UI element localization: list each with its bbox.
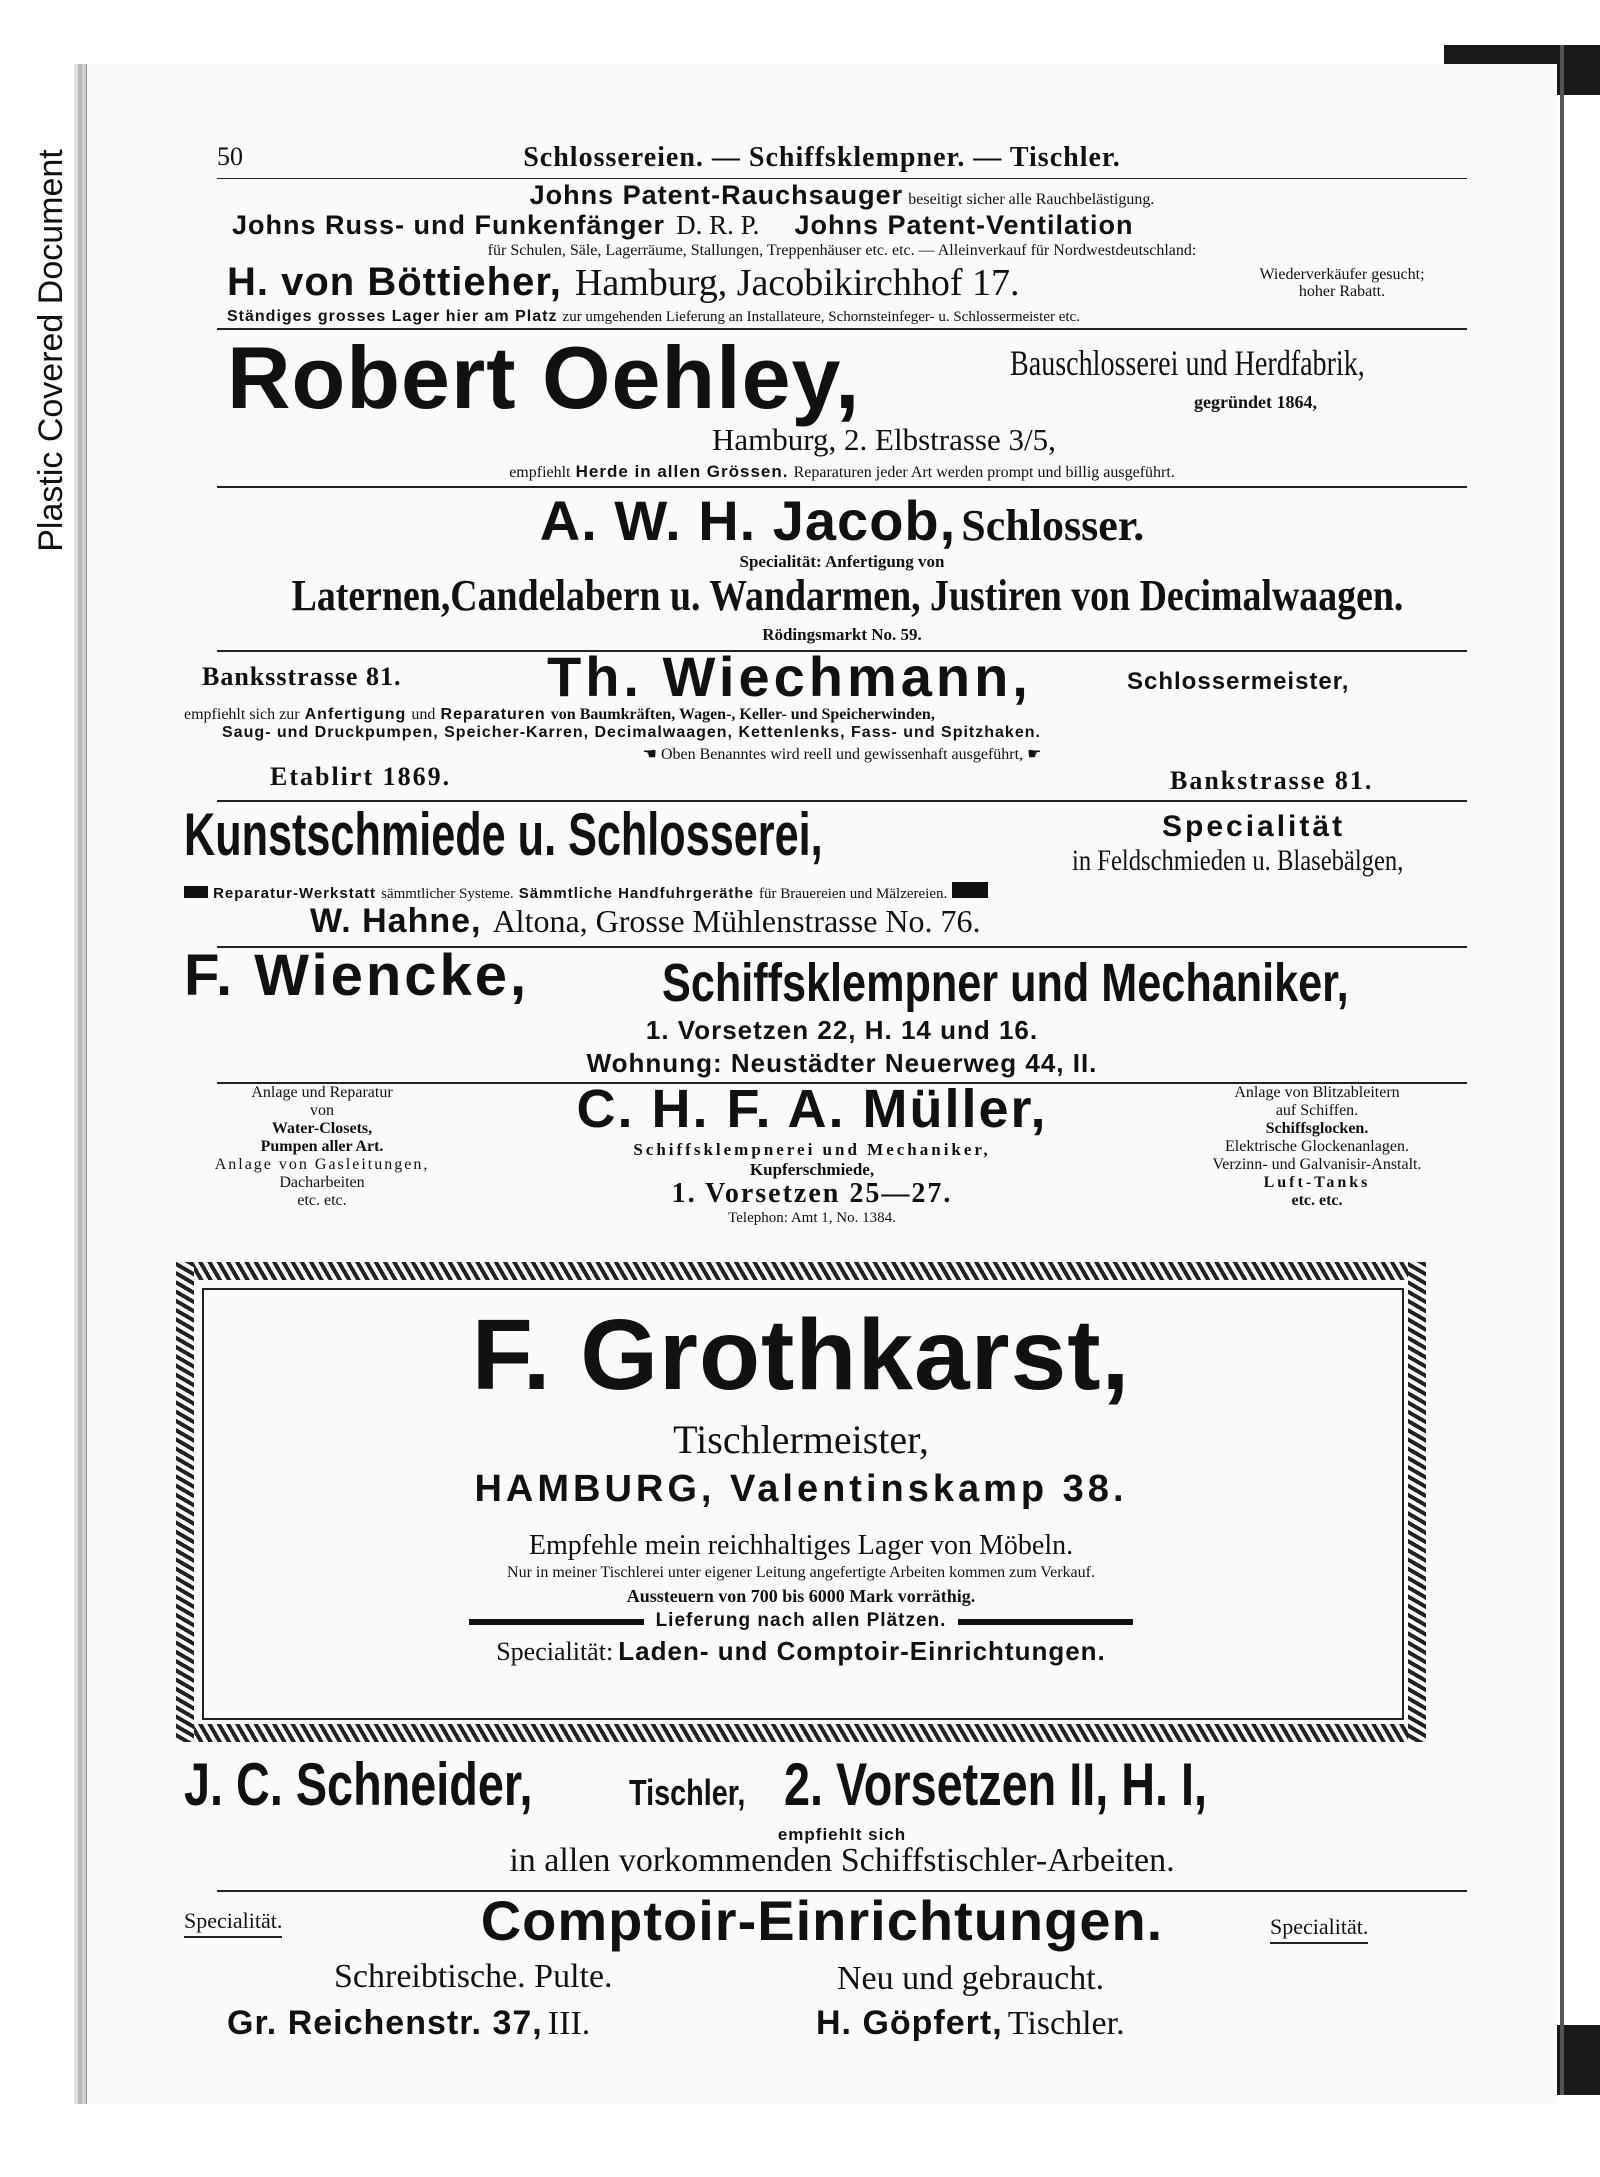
ad-hahne-speciality-rest: in Feldschmieden u. Blasebälgen, xyxy=(1072,844,1404,877)
ad-mueller-left-7: etc. etc. xyxy=(297,1192,347,1209)
ad-boetticher-stock: Ständiges grosses Lager hier am Platz xyxy=(227,308,558,325)
side-label: Plastic Covered Document xyxy=(31,148,70,552)
ad-goepfert-name-line xyxy=(816,2004,1125,2043)
ad-wiechmann-right: Bankstrasse 81. xyxy=(1170,766,1374,795)
ad-hahne-speciality: Specialität xyxy=(1162,810,1346,843)
ad-grothkarst-line5 xyxy=(202,1636,1400,1667)
ad-mueller-right-4: Elektrische Glockenanlagen. xyxy=(1225,1138,1409,1155)
rule-bar-right xyxy=(958,1619,1133,1625)
ad-oehley-line xyxy=(217,462,1467,482)
ad-grothkarst-speciality-items: Laden- und Comptoir-Einrichtungen. xyxy=(618,1636,1106,1666)
ornament-border-right xyxy=(1408,1262,1426,1742)
ad-wiechmann-line1 xyxy=(184,704,1474,724)
ad-goepfert-left-tag: Specialität. xyxy=(184,1908,282,1938)
ad-johns-line2 xyxy=(232,210,1472,241)
ad-goepfert-right-tag: Specialität. xyxy=(1270,1914,1368,1944)
ad-wiechmann-line3 xyxy=(472,744,1212,764)
ad-hahne-breweries: für Brauereien und Mälzereien. xyxy=(759,886,948,902)
ad-goepfert-title: Comptoir-Einrichtungen. xyxy=(480,1889,1164,1952)
ad-johns-title: Johns Patent-Rauchsauger xyxy=(529,180,904,210)
ad-hahne-line2 xyxy=(310,902,1460,941)
ad-jacob-speciality: Specialität: Anfertigung von xyxy=(739,552,945,571)
ad-schneider-line1 xyxy=(184,1750,1474,1819)
ad-mueller-right-3: Schiffsglocken. xyxy=(1265,1120,1369,1137)
ad-mueller-left-1: Anlage und Reparatur xyxy=(251,1084,393,1101)
ad-hahne-address: Altona, Grosse Mühlenstrasse No. 76. xyxy=(492,903,981,939)
ad-wiechmann-line2: Saug- und Druckpumpen, Speicher-Karren, Decimalwaagen, Kettenlenks, Fass- und Spitzhaken. xyxy=(222,724,1041,741)
ad-mueller-right-1: Anlage von Blitzableitern xyxy=(1234,1084,1400,1101)
ad-schneider-name: J. C. Schneider, xyxy=(184,1751,533,1818)
ad-mueller-right-2: auf Schiffen. xyxy=(1275,1102,1359,1119)
ad-grothkarst-address: HAMBURG, Valentinskamp 38. xyxy=(474,1468,1128,1510)
ad-johns-line1 xyxy=(217,180,1467,211)
ad-mueller-trade: Schiffsklempnerei und Mechaniker, xyxy=(633,1140,991,1159)
ad-goepfert-line1b: Neu und gebraucht. xyxy=(837,1960,1105,1997)
ad-grothkarst-delivery: Lieferung nach allen Plätzen. xyxy=(655,1610,947,1631)
ad-johns-drp: D. R. P. xyxy=(676,210,760,240)
ad-hahne-systems: sämmtlicher Systeme. xyxy=(381,886,514,902)
ad-mueller-right-6: Luft-Tanks xyxy=(1263,1174,1371,1191)
ad-wiencke-trade: Schiffsklempner und Mechaniker, xyxy=(662,953,1349,1013)
ad-mueller-right-7: etc. etc. xyxy=(1291,1192,1343,1209)
black-bar-left xyxy=(184,886,208,898)
pointing-hand-icon: ☛ xyxy=(1027,746,1042,763)
ad-jacob-name: A. W. H. Jacob, xyxy=(539,489,957,552)
ad-mueller-address: 1. Vorsetzen 25—27. xyxy=(671,1178,953,1209)
ad-hahne-equipment: Sämmtliche Handfuhrgeräthe xyxy=(518,885,754,902)
page-number: 50 xyxy=(217,142,243,171)
ad-oehley-herde: Herde in allen Grössen. xyxy=(575,462,789,481)
page-right-edge xyxy=(1560,45,1564,2095)
ad-boetticher-note xyxy=(1217,266,1467,300)
ad-goepfert-floor: III. xyxy=(547,2005,591,2042)
ad-grothkarst-name: F. Grothkarst, xyxy=(471,1299,1131,1411)
ad-hahne-name: W. Hahne, xyxy=(310,902,482,940)
ad-grothkarst-trade: Tischlermeister, xyxy=(673,1417,929,1462)
ad-goepfert-trade: Tischler. xyxy=(1007,2005,1125,2042)
ad-mueller-left xyxy=(172,1084,472,1210)
ad-wiechmann-note: Oben Benanntes wird reell und gewissenhaft ausgeführt, xyxy=(660,746,1024,763)
ad-oehley-name: Robert Oehley, xyxy=(227,328,861,427)
ad-mueller-name: C. H. F. A. Müller, xyxy=(576,1079,1048,1139)
ad-goepfert-line1a: Schreibtische. Pulte. xyxy=(334,1958,613,1995)
ad-wiechmann-trade: Schlossermeister, xyxy=(1127,668,1350,695)
ad-grothkarst-speciality: Specialität: xyxy=(496,1637,614,1666)
ad-wiechmann-text-d: Reparaturen xyxy=(440,706,546,723)
ad-jacob-line1 xyxy=(217,488,1467,553)
ad-boetticher-address: Hamburg, Jacobikirchhof 17. xyxy=(574,262,1020,304)
ad-oehley-founded: gegründet 1864, xyxy=(1194,392,1317,412)
ad-wiechmann-text-b: Anfertigung xyxy=(304,706,407,723)
ad-oehley-address: Hamburg, 2. Elbstrasse 3/5, xyxy=(712,422,1056,457)
ad-jacob-address: Rödingsmarkt No. 59. xyxy=(762,625,922,644)
ornament-border-top xyxy=(176,1262,1426,1280)
ad-schneider-line2: empfiehlt sich xyxy=(777,1825,907,1844)
header-rule xyxy=(217,178,1467,179)
ad-grothkarst-line3: Aussteuern von 700 bis 6000 Mark vorräthig. xyxy=(626,1586,976,1606)
ad-goepfert-address xyxy=(227,2004,590,2043)
ad-boetticher-note2: hoher Rabatt. xyxy=(1298,283,1386,300)
ad-johns-desc: beseitigt sicher alle Rauchbelästigung. xyxy=(908,191,1155,208)
ad-schneider-address: 2. Vorsetzen II, H. I, xyxy=(784,1751,1208,1818)
ad-jacob-products: Laternen,Candelabern u. Wandarmen, Justiren von Decimalwaagen. xyxy=(291,571,1404,620)
ad-oehley-empfiehlt: empfiehlt xyxy=(509,464,571,481)
ad-mueller-right-5: Verzinn- und Galvanisir-Anstalt. xyxy=(1212,1156,1422,1173)
ad-wiechmann-text-a: empfiehlt sich zur xyxy=(184,706,300,723)
ad-boetticher-name: H. von Böttieher, xyxy=(227,260,562,304)
ad-mueller-left-6: Dacharbeiten xyxy=(279,1174,365,1191)
ad-johns-line3: für Schulen, Säle, Lagerräume, Stallungen, Treppenhäuser etc. etc. — Alleinverkauf für Nordwestdeutschland: xyxy=(487,242,1197,259)
ad-johns-russ: Johns Russ- und Funkenfänger xyxy=(232,210,666,240)
ad-hahne-workshop: Reparatur-Werkstatt xyxy=(213,885,377,902)
ad-wiechmann-left: Banksstrasse 81. xyxy=(202,662,402,691)
page-title: Schlossereien. — Schiffsklempner. — Tischler. xyxy=(523,142,1121,173)
ad-jacob-trade: Schlosser. xyxy=(961,501,1145,550)
ad-wiencke-name: F. Wiencke, xyxy=(184,943,530,1008)
ad-goepfert-street: Gr. Reichenstr. 37, xyxy=(227,2004,543,2042)
ad-wiechmann-text-e: von Baumkräften, Wagen-, Keller- und Speicherwinden, xyxy=(550,706,935,723)
ad-goepfert-name: H. Göpfert, xyxy=(816,2004,1003,2042)
ad-mueller-phone: Telephon: Amt 1, No. 1384. xyxy=(728,1210,896,1226)
ad-mueller-trade2: Kupferschmiede, xyxy=(749,1160,875,1179)
ad-mueller-left-4: Pumpen aller Art. xyxy=(260,1138,384,1155)
ornament-border-bottom xyxy=(176,1724,1426,1742)
ad-oehley-trade: Bauschlosserei und Herdfabrik, xyxy=(1010,343,1365,383)
ad-grothkarst-line4 xyxy=(202,1610,1400,1632)
ad-mueller-left-5: Anlage von Gasleitungen, xyxy=(214,1156,430,1173)
pointing-hand-icon: ☚ xyxy=(642,746,657,763)
ad-grothkarst-line1: Empfehle mein reichhaltiges Lager von Möbeln. xyxy=(528,1530,1074,1561)
ad-boetticher-note1: Wiederverkäufer gesucht; xyxy=(1259,266,1425,283)
ad-wiechmann-text-c: und xyxy=(411,706,436,723)
ad-mueller-right xyxy=(1152,1084,1482,1210)
black-bar-right xyxy=(952,882,988,898)
ad-schneider-trade: Tischler, xyxy=(629,1772,746,1813)
ad-hahne-title: Kunstschmiede u. Schlosserei, xyxy=(184,801,823,868)
ad-wiechmann-name: Th. Wiechmann, xyxy=(547,645,1032,708)
ad-mueller-left-3: Water-Closets, xyxy=(271,1120,373,1137)
ad-hahne-line1 xyxy=(184,882,1474,903)
ad-oehley-repairs: Reparaturen jeder Art werden prompt und billig ausgeführt. xyxy=(793,464,1175,481)
ornament-border-left xyxy=(176,1262,194,1742)
ad-grothkarst-line2: Nur in meiner Tischlerei unter eigener Leitung angefertigte Arbeiten kommen zum Verkauf. xyxy=(507,1564,1095,1581)
ad-wiechmann-established: Etablirt 1869. xyxy=(270,762,452,791)
ad-wiencke-home: Wohnung: Neustädter Neuerweg 44, II. xyxy=(586,1048,1098,1078)
ad-schneider-line3: in allen vorkommenden Schiffstischler-Arbeiten. xyxy=(509,1842,1175,1879)
ad-johns-ventilation: Johns Patent-Ventilation xyxy=(794,210,1134,240)
ad-wiencke-address: 1. Vorsetzen 22, H. 14 und 16. xyxy=(645,1015,1039,1045)
ad-boetticher-delivery: zur umgehenden Lieferung an Installateure, Schornsteinfeger- u. Schlossermeister etc. xyxy=(562,309,1080,325)
ad-boetticher-line5 xyxy=(227,306,1477,326)
ad-mueller-left-2: von xyxy=(310,1102,334,1119)
rule-bar-left xyxy=(469,1619,644,1625)
